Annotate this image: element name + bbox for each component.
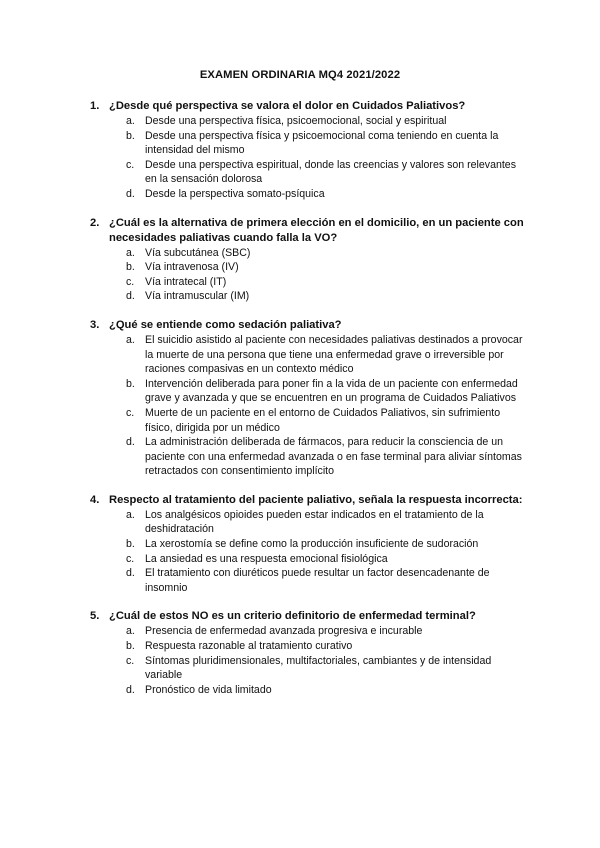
option-text: Intervención deliberada para poner fin a la vida de un paciente con enfermedad grave y avanzada y que se encuentren en un programa de Cuidados Paliativos [145,377,518,405]
question-text: ¿Cuál de estos NO es un criterio definitorio de enfermedad terminal? [109,610,476,623]
option-letter: a. [126,625,135,638]
question-text: Respecto al tratamiento del paciente paliativo, señala la respuesta incorrecta: [109,493,523,506]
option-b [0,260,600,275]
option-a [0,508,600,537]
option-b [0,639,600,654]
option-a [0,246,600,261]
question-5-heading [0,609,600,624]
question-text: ¿Desde qué perspectiva se valora el dolor en Cuidados Paliativos? [109,100,466,112]
option-letter: c. [126,552,135,565]
question-1-options [0,114,600,202]
question-number: 3. [90,318,100,331]
option-letter: d. [126,290,135,303]
question-3-options [0,333,600,479]
option-text: Desde una perspectiva física y psicoemocional coma teniendo en cuenta la intensidad del mismo [145,129,499,157]
option-a [0,333,600,377]
question-list [0,99,600,711]
question-4-options [0,508,600,596]
option-c [0,275,600,290]
option-a [0,114,600,129]
option-letter: a. [126,115,135,127]
question-4-heading [0,493,600,508]
option-a [0,624,600,639]
option-d [0,566,600,595]
option-text: Vía intramuscular (IM) [145,290,250,303]
question-5-options [0,624,600,697]
option-text: Pronóstico de vida limitado [145,683,272,696]
question-3-heading [0,318,600,333]
question-5 [0,609,600,697]
option-letter: c. [126,654,135,667]
option-b [0,129,600,158]
option-letter: c. [126,275,135,288]
question-2-heading [0,216,600,246]
question-4 [0,493,600,596]
option-d [0,187,600,202]
question-2-options [0,246,600,304]
option-letter: d. [126,567,135,580]
option-letter: b. [126,640,135,653]
option-letter: b. [126,538,135,551]
exam-title: EXAMEN ORDINARIA MQ4 2021/2022 [199,69,401,81]
option-text: Síntomas pluridimensionales, multifactoriales, cambiantes y de intensidad variable [145,654,492,682]
option-text: El tratamiento con diuréticos puede resultar un factor desencadenante de insomnio [145,567,490,594]
option-b [0,537,600,552]
question-text: ¿Cuál es la alternativa de primera elección en el domicilio, en un paciente con necesidades paliativas cuando falla la VO? [109,216,524,244]
option-text: Los analgésicos opioides pueden estar indicados en el tratamiento de la deshidratación [145,508,484,536]
option-text: Presencia de enfermedad avanzada progresiva e incurable [145,625,423,638]
option-text: Desde la perspectiva somato-psíquica [145,187,325,200]
question-2 [0,216,600,304]
option-c [0,654,600,683]
option-letter: b. [126,261,135,274]
option-c [0,552,600,567]
option-text: Vía subcutánea (SBC) [145,246,251,259]
option-letter: c. [126,406,135,419]
option-letter: b. [126,129,135,142]
option-text: El suicidio asistido al paciente con necesidades paliativas destinados a provocar la muerte de una persona que tiene una enfermedad grave o irreversible por raciones compasivas en un contexto médico [145,333,523,376]
option-letter: d. [126,187,135,200]
option-d [0,435,600,479]
option-letter: b. [126,377,135,390]
option-letter: d. [126,683,135,696]
question-number: 5. [90,610,100,623]
option-letter: a. [126,508,135,521]
option-letter: a. [126,246,135,259]
question-1 [0,99,600,202]
option-text: Vía intratecal (IT) [145,275,227,288]
option-text: La ansiedad es una respuesta emocional fisiológica [145,552,388,565]
option-c [0,406,600,435]
option-letter: d. [126,436,135,449]
option-letter: c. [126,158,135,171]
option-text: La xerostomía se define como la producción insuficiente de sudoración [145,538,479,551]
option-letter: a. [126,333,135,346]
option-text: Desde una perspectiva espiritual, donde las creencias y valores son relevantes en la sensación dolorosa [145,158,516,186]
question-number: 1. [90,100,100,112]
option-text: Muerte de un paciente en el entorno de Cuidados Paliativos, sin sufrimiento físico, dirigida por un médico [145,406,501,434]
option-d [0,289,600,304]
question-3 [0,318,600,479]
question-1-heading [0,99,600,114]
question-number: 2. [90,216,100,229]
option-text: Vía intravenosa (IV) [145,261,239,274]
question-number: 4. [90,493,100,506]
option-c [0,158,600,187]
option-b [0,377,600,406]
option-text: La administración deliberada de fármacos, para reducir la consciencia de un paciente con una enfermedad avanzada o en fase terminal para aliviar síntomas retractados con consentimiento implícito [145,436,522,478]
option-d [0,683,600,698]
option-text: Respuesta razonable al tratamiento curativo [145,640,353,653]
question-text: ¿Qué se entiende como sedación paliativa? [109,318,342,331]
option-text: Desde una perspectiva física, psicoemocional, social y espiritual [145,115,447,127]
